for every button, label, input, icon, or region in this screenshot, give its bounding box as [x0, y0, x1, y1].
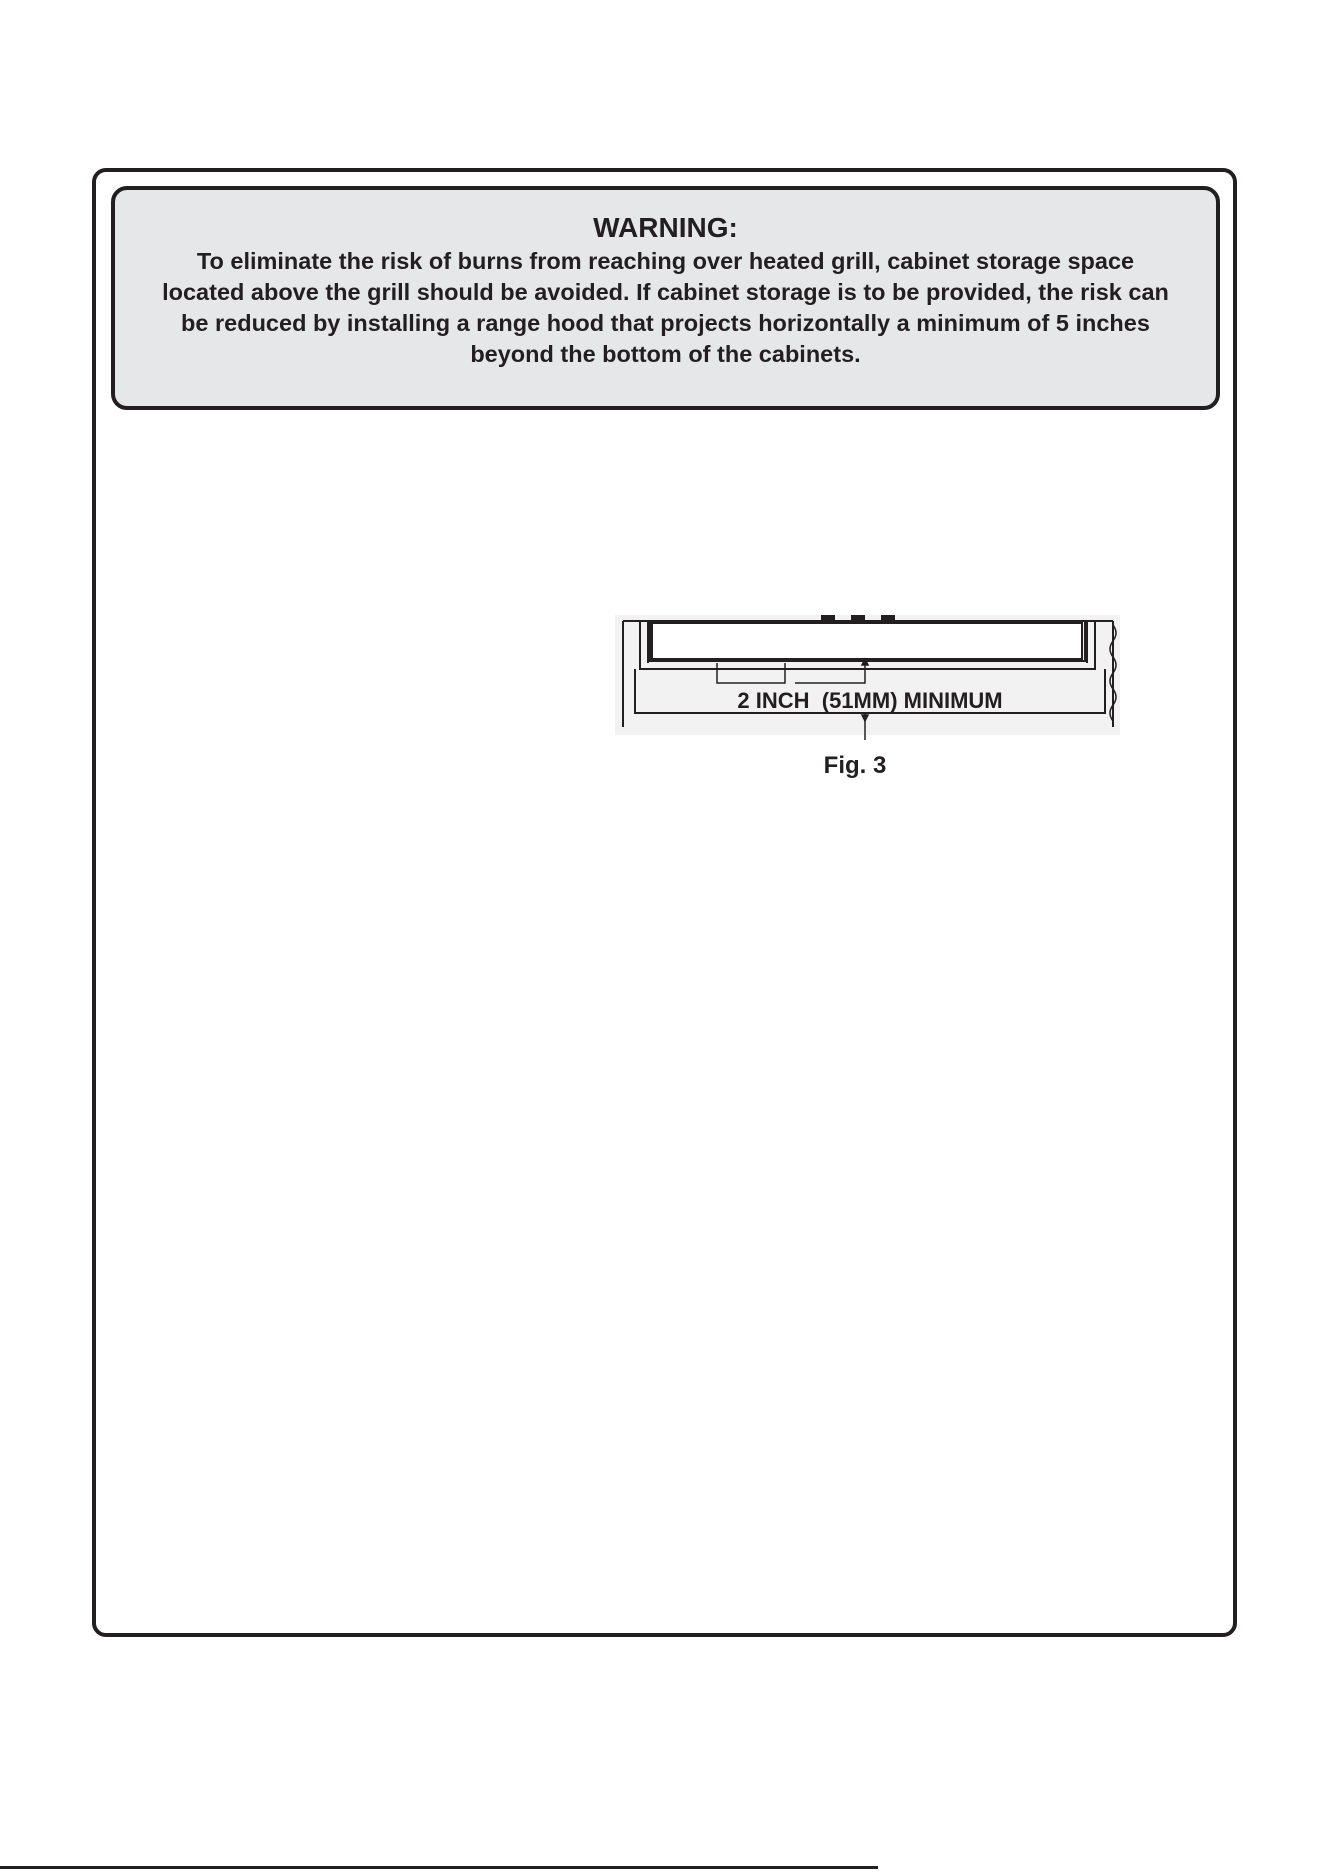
warning-text: To eliminate the risk of burns from reaching over heated grill, cabinet storage space located above the grill should be avoided. If cabinet storage is to be provided, the risk can be reduced by installing a range hood that projects horizontally a minimum of 5 inches beyond the bottom of the cabinets. [162, 248, 1169, 367]
figure-caption: Fig. 3 [823, 752, 887, 779]
grill-body [652, 623, 1082, 659]
warning-title: WARNING: [593, 212, 738, 243]
cutout-diagram [615, 615, 1120, 740]
dimension-label: 2 INCH (51MM) MINIMUM [737, 688, 1003, 713]
bottom-rule [0, 1866, 878, 1869]
warning-box [111, 186, 1220, 410]
control-knobs [821, 615, 895, 621]
